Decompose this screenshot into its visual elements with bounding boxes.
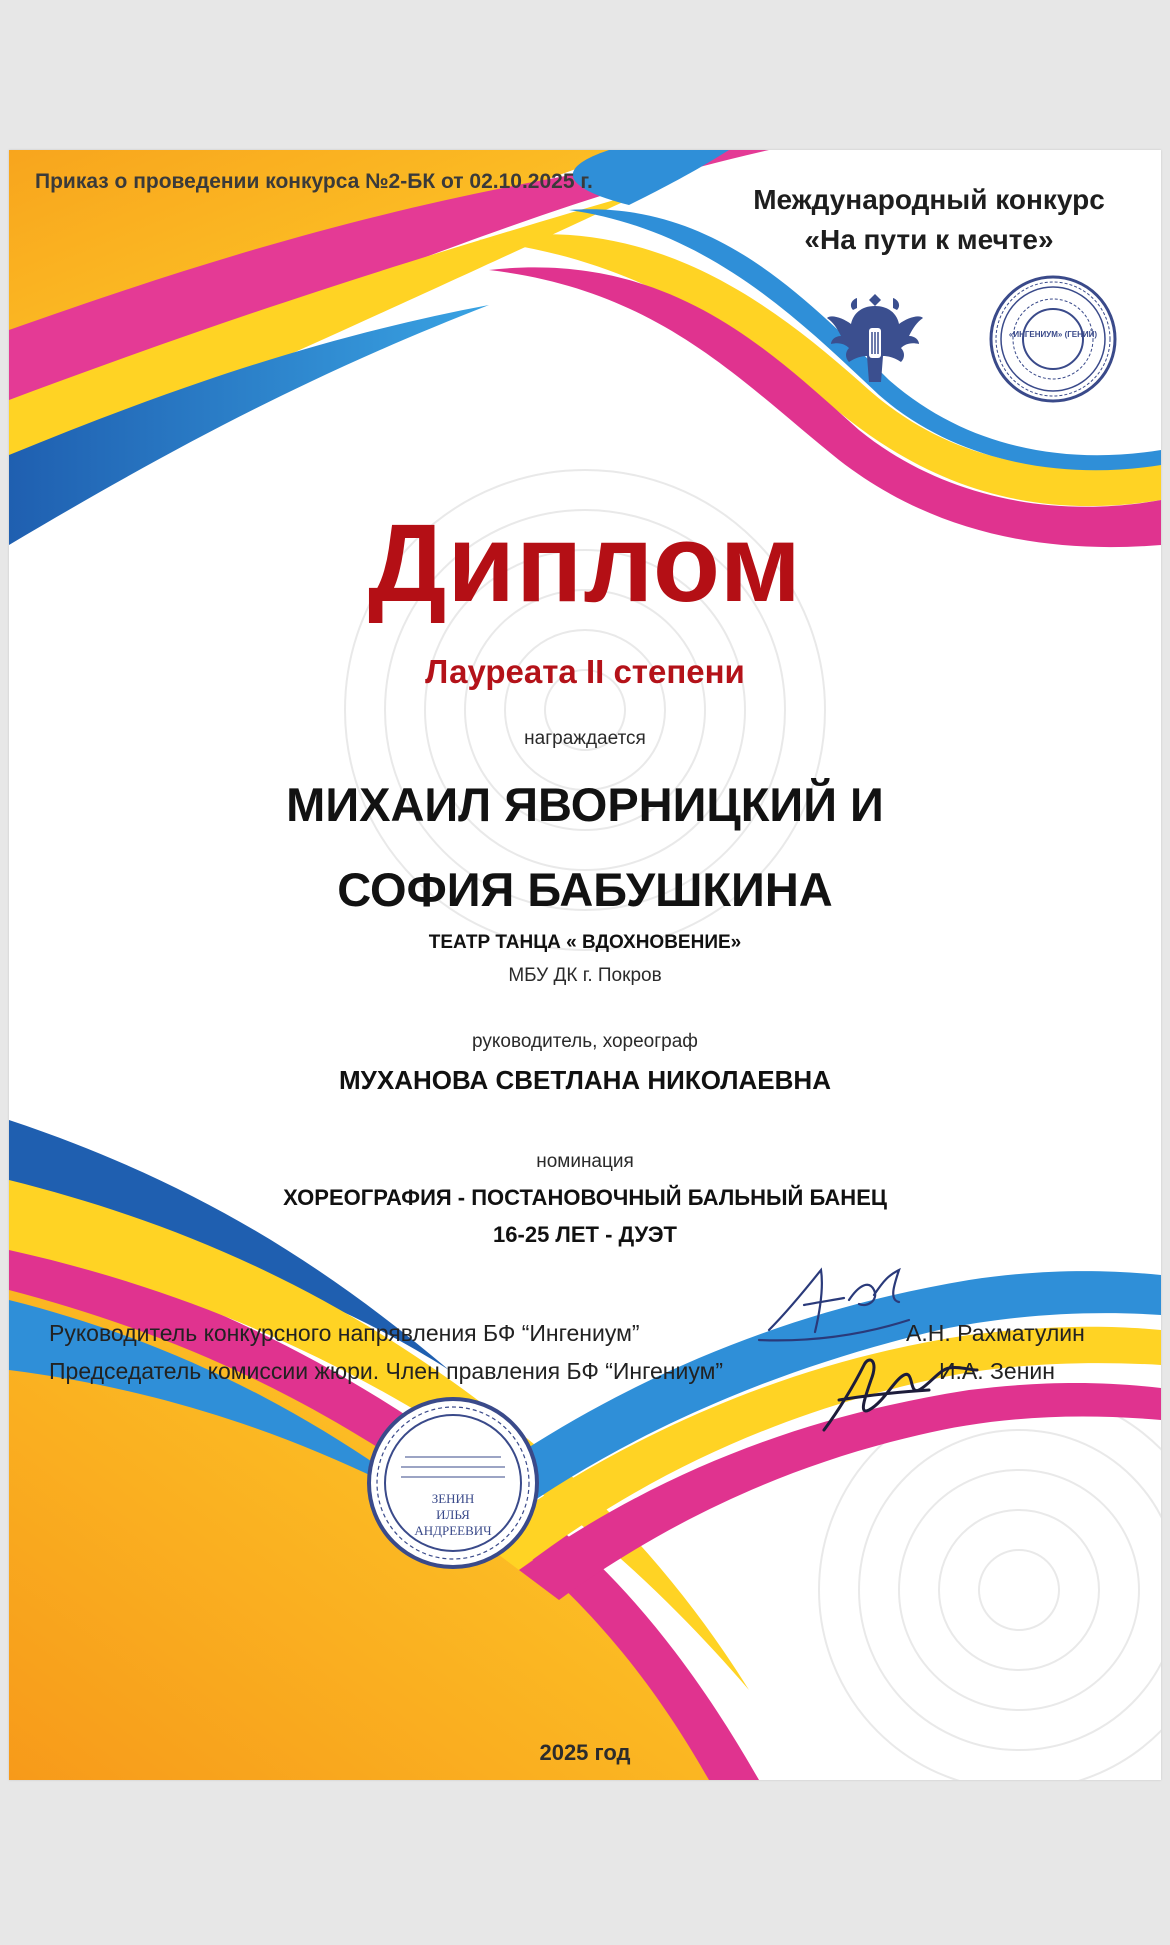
leader-name: МУХАНОВА СВЕТЛАНА НИКОЛАЕВНА — [339, 1065, 831, 1095]
leader-label: руководитель, хореограф — [472, 1031, 698, 1052]
signatory-name-1: А.Н. Рахматулин — [906, 1320, 1085, 1346]
award-degree: Лауреата II степени — [425, 653, 745, 690]
nomination-line-1: ХОРЕОГРАФИЯ - ПОСТАНОВОЧНЫЙ БАЛЬНЫЙ БАНЕЦ — [283, 1185, 887, 1210]
stamp-bottom-line-1: ЗЕНИН — [431, 1491, 475, 1506]
signatory-role-1: Руководитель конкурсного напрявления БФ “Ингениум” — [49, 1320, 640, 1346]
stamp-top-text: «ИНГЕНИУМ» (ГЕНИЙ) — [1008, 330, 1098, 339]
nomination-label: номинация — [536, 1151, 634, 1172]
handwritten-signature-2-icon — [809, 1340, 979, 1440]
stamp-bottom-line-3: АНДРЕЕВИЧ — [414, 1523, 492, 1538]
contest-title-line-2: «На пути к мечте» — [804, 224, 1054, 255]
signatory-role-2: Председатель комиссии жюри. Член правления БФ “Ингениум” — [49, 1358, 724, 1384]
diploma-title: Диплом — [368, 502, 802, 625]
signatory-name-2: И.А. Зенин — [939, 1358, 1055, 1384]
contest-title-line-1: Международный конкурс — [753, 184, 1105, 215]
ingenium-stamp-icon — [987, 273, 1119, 405]
stamp-bottom-line-2: ИЛЬЯ — [436, 1507, 470, 1522]
order-reference: Приказ о проведении конкурса №2-БК от 02.10.2025 г. — [35, 170, 593, 193]
recipient-name-line-1: МИХАИЛ ЯВОРНИЦКИЙ И — [286, 778, 884, 831]
recipient-name-line-2: СОФИЯ БАБУШКИНА — [337, 863, 833, 916]
nomination-line-2: 16-25 ЛЕТ - ДУЭТ — [493, 1222, 677, 1247]
organization-place: МБУ ДК г. Покров — [508, 965, 662, 986]
issue-year: 2025 год — [539, 1740, 631, 1765]
handwritten-signature-1-icon — [749, 1260, 919, 1350]
diploma-certificate — [9, 150, 1161, 1780]
double-headed-eagle-emblem-icon — [827, 280, 923, 400]
entrepreneur-stamp-icon — [365, 1395, 541, 1571]
contest-title — [709, 180, 1149, 260]
awarded-label: награждается — [524, 728, 646, 749]
organization-name: ТЕАТР ТАНЦА « ВДОХНОВЕНИЕ» — [428, 932, 742, 953]
